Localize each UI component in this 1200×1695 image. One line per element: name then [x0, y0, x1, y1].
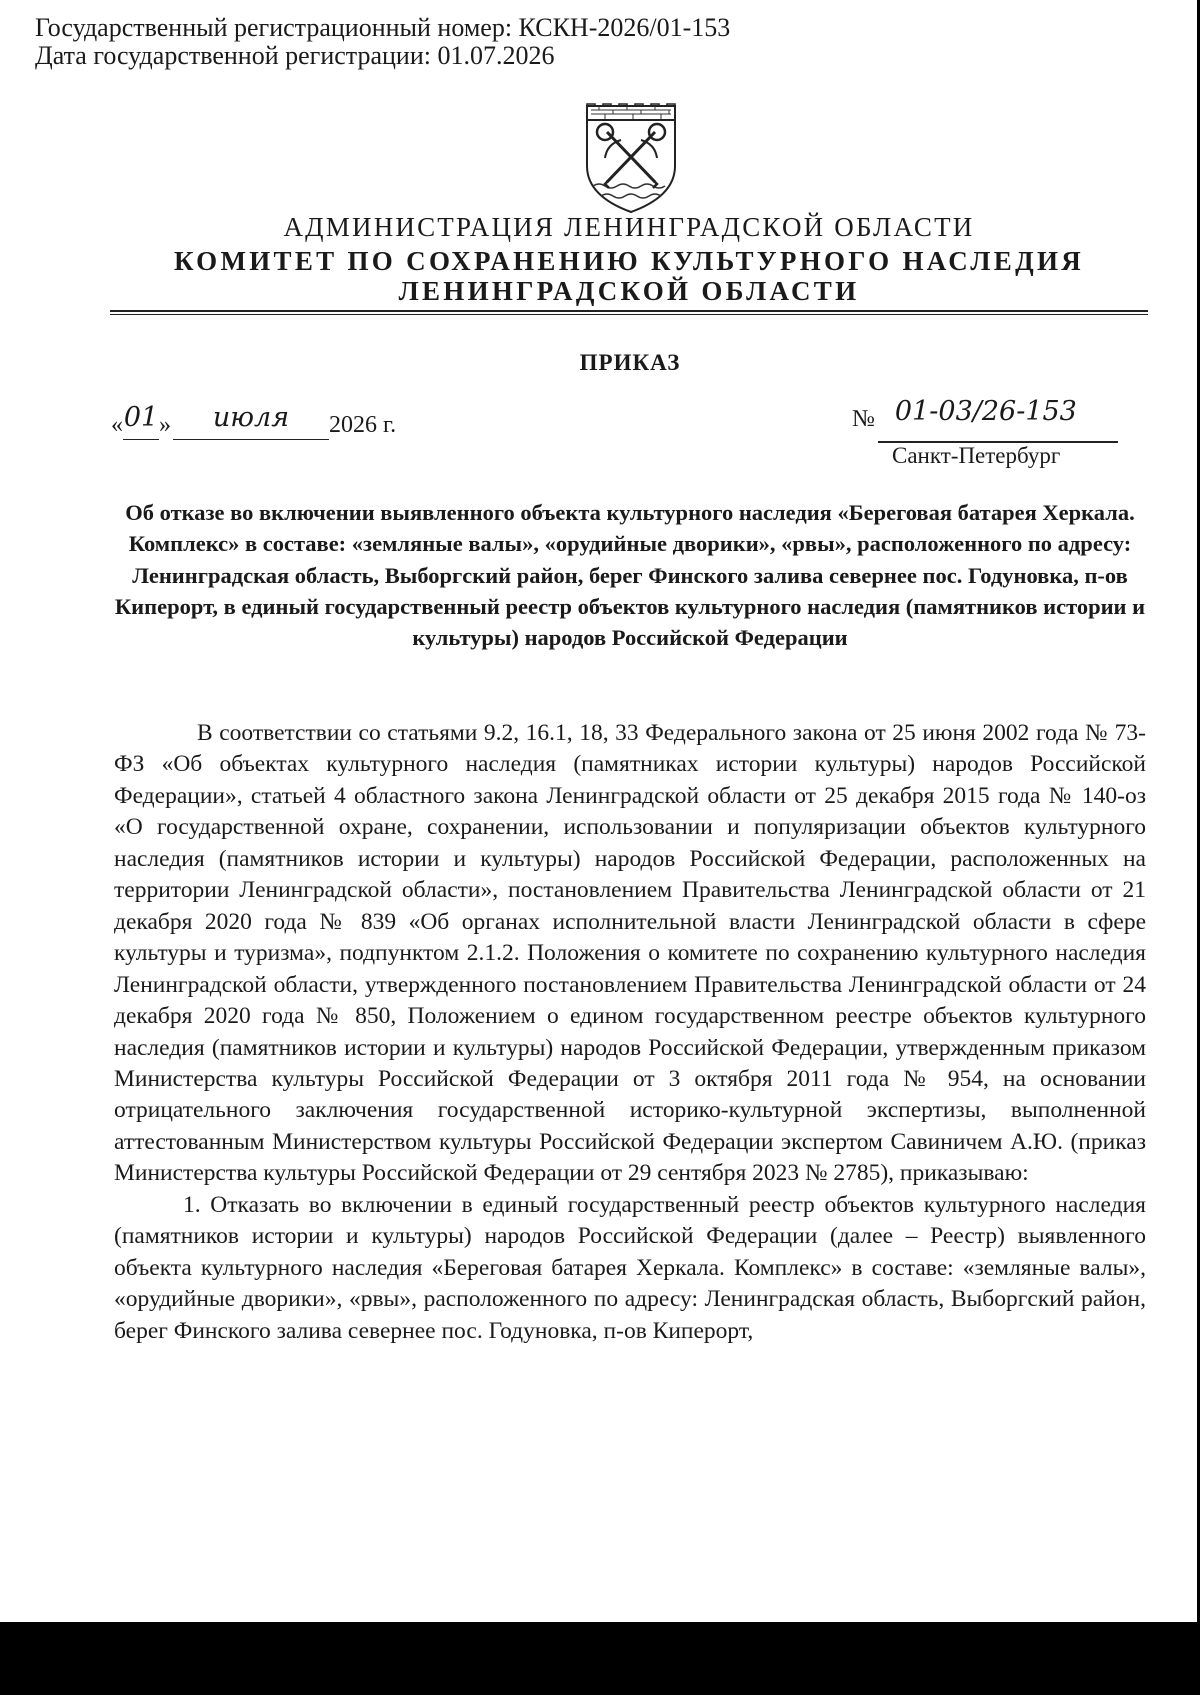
administration-name: АДМИНИСТРАЦИЯ ЛЕНИНГРАДСКОЙ ОБЛАСТИ [283, 212, 975, 242]
close-quote: » [159, 412, 171, 438]
handwritten-number: 01-03/26-153 [894, 396, 1077, 427]
order-date [111, 402, 397, 440]
scan-black-border [0, 1622, 1200, 1695]
order-year: 2026 г. [329, 412, 397, 438]
handwritten-day: 01 [123, 402, 159, 433]
header-rule-thin [110, 314, 1148, 315]
registration-date: Дата государственной регистрации: 01.07.2026 [35, 41, 555, 70]
open-quote: « [111, 412, 123, 438]
city-name: Санкт-Петербург [892, 443, 1061, 468]
month-blank [173, 402, 329, 440]
item-1-paragraph: 1. Отказать во включении в единый государственный реестр объектов культурного наследия (памятников истории и культуры) народов Российской Федерации (далее – Реестр) выявленного объекта культурного наследия «Береговая батарея Херкала. Комплекс» в составе: «земляные валы», «орудийные дворики», «рвы», расположенного по адресу: Ленинградская область, Выборгский район, берег Финского залива севернее пос. Годуновка, п-ов Киперорт, [114, 1191, 1146, 1344]
document-title: ПРИКАЗ [579, 350, 681, 375]
registration-block [35, 14, 730, 70]
handwritten-month: июля [212, 402, 290, 433]
order-subject: Об отказе во включении выявленного объекта культурного наследия «Береговая батарея Херкала. Комплекс» в составе: «земляные валы», «орудийные дворики», «рвы», расположенного по адресу: Ленинградская область, Выборгский район, берег Финского залива севернее пос. Годуновка, п-ов Киперорт, в единый государственный реестр объектов культурного наследия (памятников истории и культуры) народов Российской Федерации [114, 500, 1146, 651]
committee-name-line2: ЛЕНИНГРАДСКОЙ ОБЛАСТИ [398, 276, 860, 306]
preamble-paragraph: В соответствии со статьями 9.2, 16.1, 18, 33 Федерального закона от 25 июня 2002 года № 73-ФЗ «Об объектах культурного наследия (памятниках истории культуры) народов Российской Федерации», статьей 4 областного закона Ленинградской области от 25 декабря 2015 года № 140-оз «О государственной охране, сохранении, использовании и популяризации объектов культурного наследия (памятников истории и культуры) народов Российской Федерации, расположенных на территории Ленинградской области», постановлением Правительства Ленинградской области от 21 декабря 2020 года № 839 «Об органах исполнительной власти Ленинградской области в сфере культуры и туризма», подпунктом 2.1.2. Положения о комитете по сохранению культурного наследия Ленинградской области, утвержденного постановлением Правительства Ленинградской области от 24 декабря 2020 года № 850, Положением о едином государственном реестре объектов культурного наследия (памятников истории и культуры) народов Российской Федерации, утвержденным приказом Министерства культуры Российской Федерации от 3 октября 2011 года № 954, на основании отрицательного заключения государственной историко-культурной экспертизы, выполненной аттестованным Министерством культуры Российской Федерации экспертом Савиничем А.Ю. (приказ Министерства культуры Российской Федерации от 29 сентября 2023 № 2785), приказываю: [114, 720, 1146, 1187]
day-blank [123, 402, 159, 440]
order-number [852, 396, 1077, 433]
header-rule [110, 310, 1148, 312]
number-sign: № [852, 406, 875, 432]
registration-number: Государственный регистрационный номер: КСКН-2026/01-153 [35, 13, 731, 42]
coat-of-arms-icon [583, 102, 679, 214]
committee-name-line1: КОМИТЕТ ПО СОХРАНЕНИЮ КУЛЬТУРНОГО НАСЛЕДИЯ [173, 246, 1085, 276]
order-body [114, 718, 1146, 1347]
